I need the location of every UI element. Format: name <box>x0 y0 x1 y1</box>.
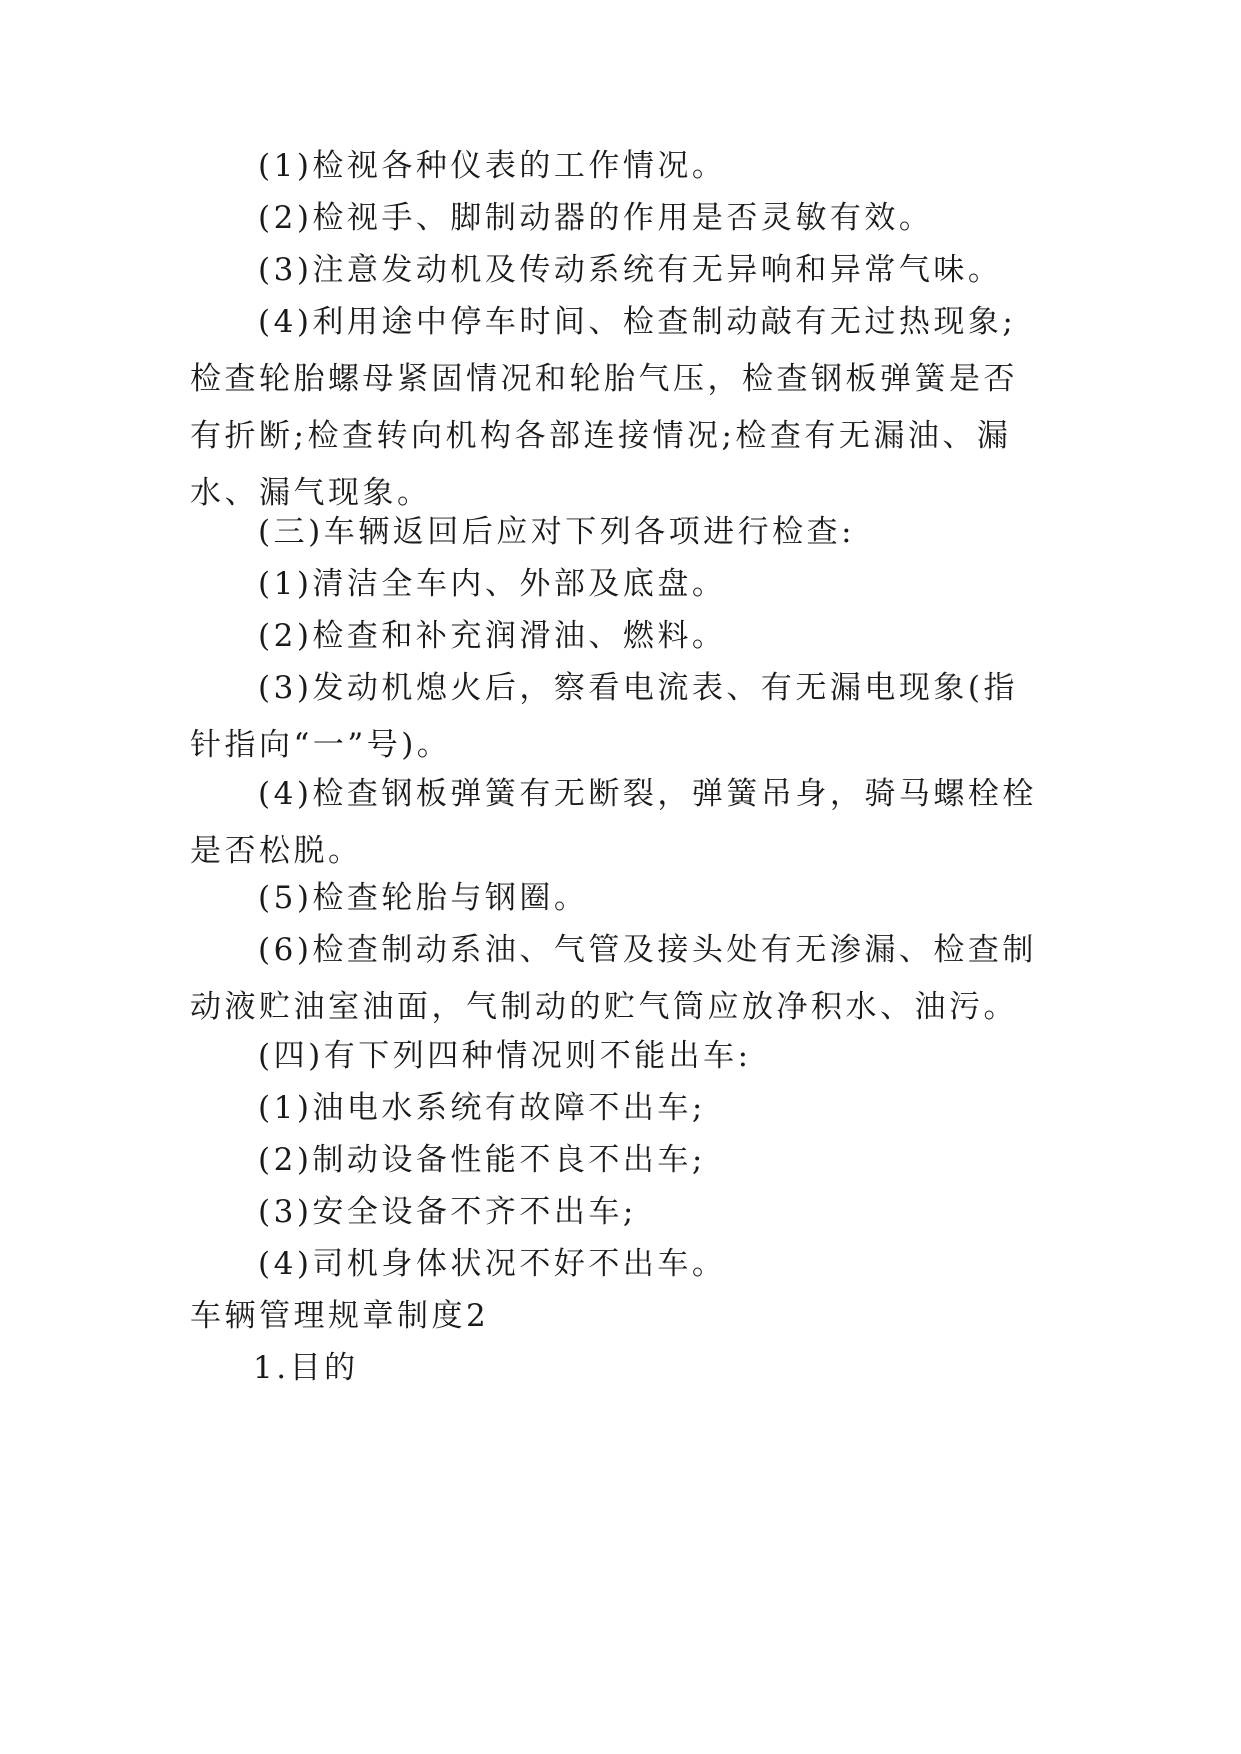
paragraph-11: (1)油电水系统有故障不出车; <box>258 1090 706 1126</box>
paragraph-8: (4)检查钢板弹簧有无断裂，弹簧吊身，骑马螺栓栓是否松脱。 <box>190 776 1037 869</box>
paragraph-13: (3)安全设备不齐不出车; <box>258 1194 637 1230</box>
paragraph-1: (1)检视各种仪表的工作情况。 <box>258 148 727 184</box>
paragraph-12: (2)制动设备性能不良不出车; <box>258 1142 706 1178</box>
paragraph-2: (2)检视手、脚制动器的作用是否灵敏有效。 <box>258 200 934 236</box>
paragraph-9: (5)检查轮胎与钢圈。 <box>258 880 589 916</box>
paragraph-7: (3)发动机熄火后，察看电流表、有无漏电现象(指针指向“一”号)。 <box>190 670 1019 763</box>
section-heading-3: (三)车辆返回后应对下列各项进行检查: <box>258 514 856 550</box>
subheading-purpose: 1.目的 <box>253 1350 359 1386</box>
paragraph-5: (1)清洁全车内、外部及底盘。 <box>258 566 727 602</box>
section-heading-4: (四)有下列四种情况则不能出车: <box>258 1038 752 1074</box>
paragraph-4: (4)利用途中停车时间、检查制动敲有无过热现象;检查轮胎螺母紧固情况和轮胎气压，检查钢板弹簧是否有折断;检查转向机构各部连接情况;检查有无漏油、漏水、漏气现象。 <box>190 304 1018 511</box>
paragraph-14: (4)司机身体状况不好不出车。 <box>258 1246 727 1282</box>
paragraph-6: (2)检查和补充润滑油、燃料。 <box>258 618 727 654</box>
paragraph-10: (6)检查制动系油、气管及接头处有无渗漏、检查制动液贮油室油面，气制动的贮气筒应放净积水、油污。 <box>190 932 1037 1025</box>
document-title-2: 车辆管理规章制度2 <box>190 1298 490 1334</box>
paragraph-3: (3)注意发动机及传动系统有无异响和异常气味。 <box>258 252 1003 288</box>
